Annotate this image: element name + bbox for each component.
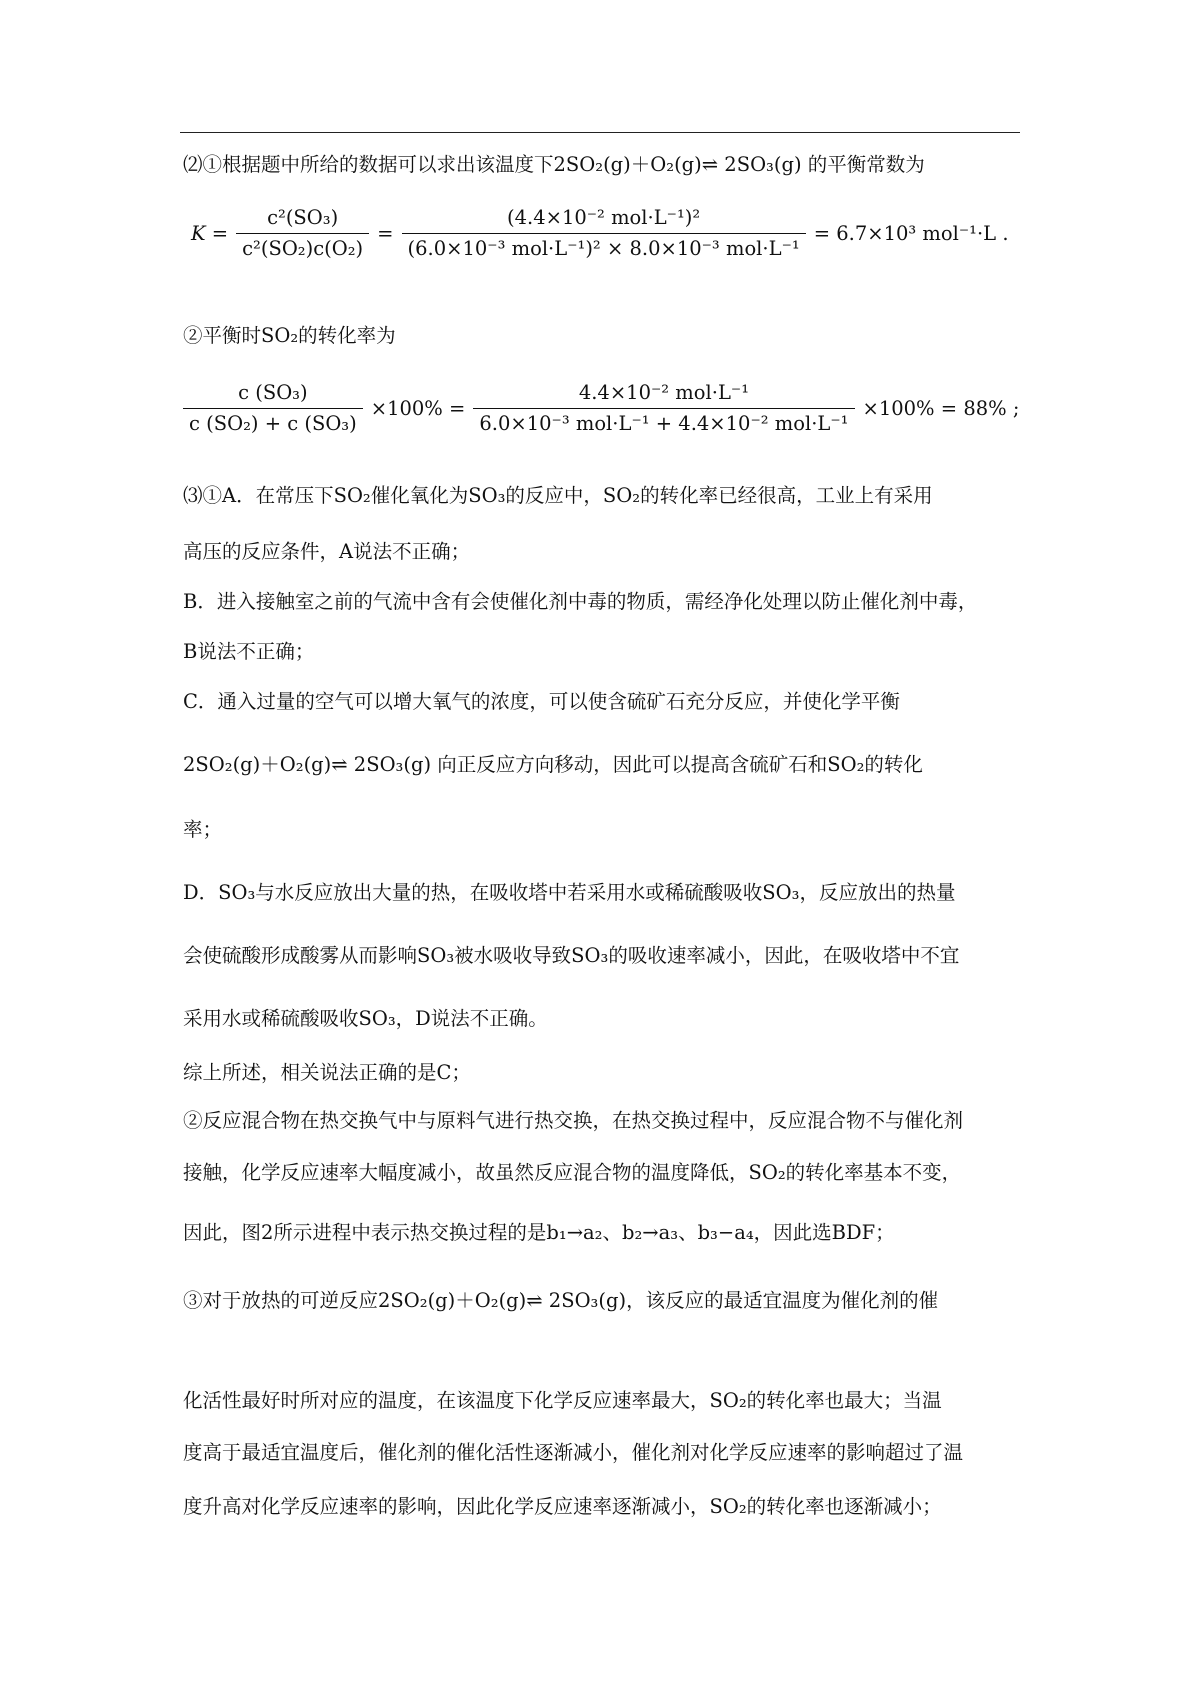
eq1-f1-denominator: c²(SO₂)c(O₂) (242, 237, 364, 260)
eq2-result: ×100% = 88% ; (862, 397, 1020, 420)
eq2-mid: ×100% = (370, 397, 466, 420)
part3-3-line2: 化活性最好时所对应的温度，在该温度下化学反应速率最大，SO₂的转化率也最大；当温 (183, 1389, 942, 1412)
part2-conversion-intro: ②平衡时SO₂的转化率为 (183, 324, 396, 347)
part3-c-line1: C．通入过量的空气可以增大氧气的浓度，可以使含硫矿石充分反应，并使化学平衡 (183, 690, 900, 713)
eq2-f1-numerator: c (SO₃) (183, 378, 363, 409)
part3-2-line3: 因此，图2所示进程中表示热交换过程的是b₁→a₂、b₂→a₃、b₃−a₄，因此选BDF； (183, 1221, 895, 1244)
part3-b-line2: B说法不正确； (183, 640, 315, 663)
part3-a-line1: ⑶①A．在常压下SO₂催化氧化为SO₃的反应中，SO₂的转化率已经很高，工业上有采用 (183, 484, 933, 507)
eq2-fraction-2 (473, 378, 854, 439)
part3-d-line2: 会使硫酸形成酸雾从而影响SO₃被水吸收导致SO₃的吸收速率减小，因此，在吸收塔中不宜 (183, 944, 960, 967)
summary-line: 综上所述，相关说法正确的是C； (183, 1061, 471, 1084)
equilibrium-constant-equation: K = $\frac{\text{c²(SO₃)}}{\text{c²(SO₂)c(O₂)}}$ = $\frac{\text{(4.4×10⁻² mol·L⁻¹)²}}{\text{(6.0×10⁻³ mol·L⁻¹)² × 8.0×10⁻³ mol·L⁻¹}}$ = 6.7×10³ mol⁻¹·L . (183, 203, 1017, 264)
eq2-f2-denominator: 6.0×10⁻³ mol·L⁻¹ + 4.4×10⁻² mol·L⁻¹ (479, 412, 849, 435)
part3-3-line4: 度升高对化学反应速率的影响，因此化学反应速率逐渐减小，SO₂的转化率也逐渐减小； (183, 1495, 942, 1518)
part3-d-line1: D．SO₃与水反应放出大量的热，在吸收塔中若采用水或稀硫酸吸收SO₃，反应放出的热量 (183, 881, 956, 904)
part3-d-line3: 采用水或稀硫酸吸收SO₃，D说法不正确。 (183, 1007, 548, 1030)
part2-intro: ⑵①根据题中所给的数据可以求出该温度下2SO₂(g)＋O₂(g)⇌ 2SO₃(g) 的平衡常数为 (183, 153, 925, 176)
eq2-f2-numerator: 4.4×10⁻² mol·L⁻¹ (473, 378, 854, 409)
part3-3-line3: 度高于最适宜温度后，催化剂的催化活性逐渐减小，催化剂对化学反应速率的影响超过了温 (183, 1441, 964, 1464)
part3-c-line2: 2SO₂(g)＋O₂(g)⇌ 2SO₃(g) 向正反应方向移动，因此可以提高含硫矿石和SO₂的转化 (183, 753, 923, 776)
part3-a-line2: 高压的反应条件，A说法不正确； (183, 540, 471, 563)
eq2-fraction-1 (183, 378, 363, 439)
header-rule (180, 132, 1020, 133)
part3-b-line1: B．进入接触室之前的气流中含有会使催化剂中毒的物质，需经净化处理以防止催化剂中毒， (183, 590, 978, 613)
eq1-f1-numerator: c²(SO₃) (236, 203, 369, 234)
part3-3-line1: ③对于放热的可逆反应2SO₂(g)＋O₂(g)⇌ 2SO₃(g)，该反应的最适宜温度为催化剂的催 (183, 1289, 939, 1312)
eq1-fraction-1 (236, 203, 369, 264)
conversion-rate-equation (183, 378, 1027, 439)
eq1-fraction-2 (402, 203, 806, 264)
eq1-result: = 6.7×10³ mol⁻¹·L . (813, 222, 1009, 245)
eq1-f2-numerator: (4.4×10⁻² mol·L⁻¹)² (402, 203, 806, 234)
part3-2-line2: 接触，化学反应速率大幅度减小，故虽然反应混合物的温度降低，SO₂的转化率基本不变， (183, 1161, 962, 1184)
eq1-lhs: K = (191, 222, 229, 245)
eq1-f2-denominator: (6.0×10⁻³ mol·L⁻¹)² × 8.0×10⁻³ mol·L⁻¹ (407, 237, 800, 260)
part3-2-line1: ②反应混合物在热交换气中与原料气进行热交换，在热交换过程中，反应混合物不与催化剂 (183, 1109, 964, 1132)
eq2-f1-denominator: c (SO₂) + c (SO₃) (189, 412, 357, 435)
part3-c-line3: 率； (183, 818, 223, 841)
